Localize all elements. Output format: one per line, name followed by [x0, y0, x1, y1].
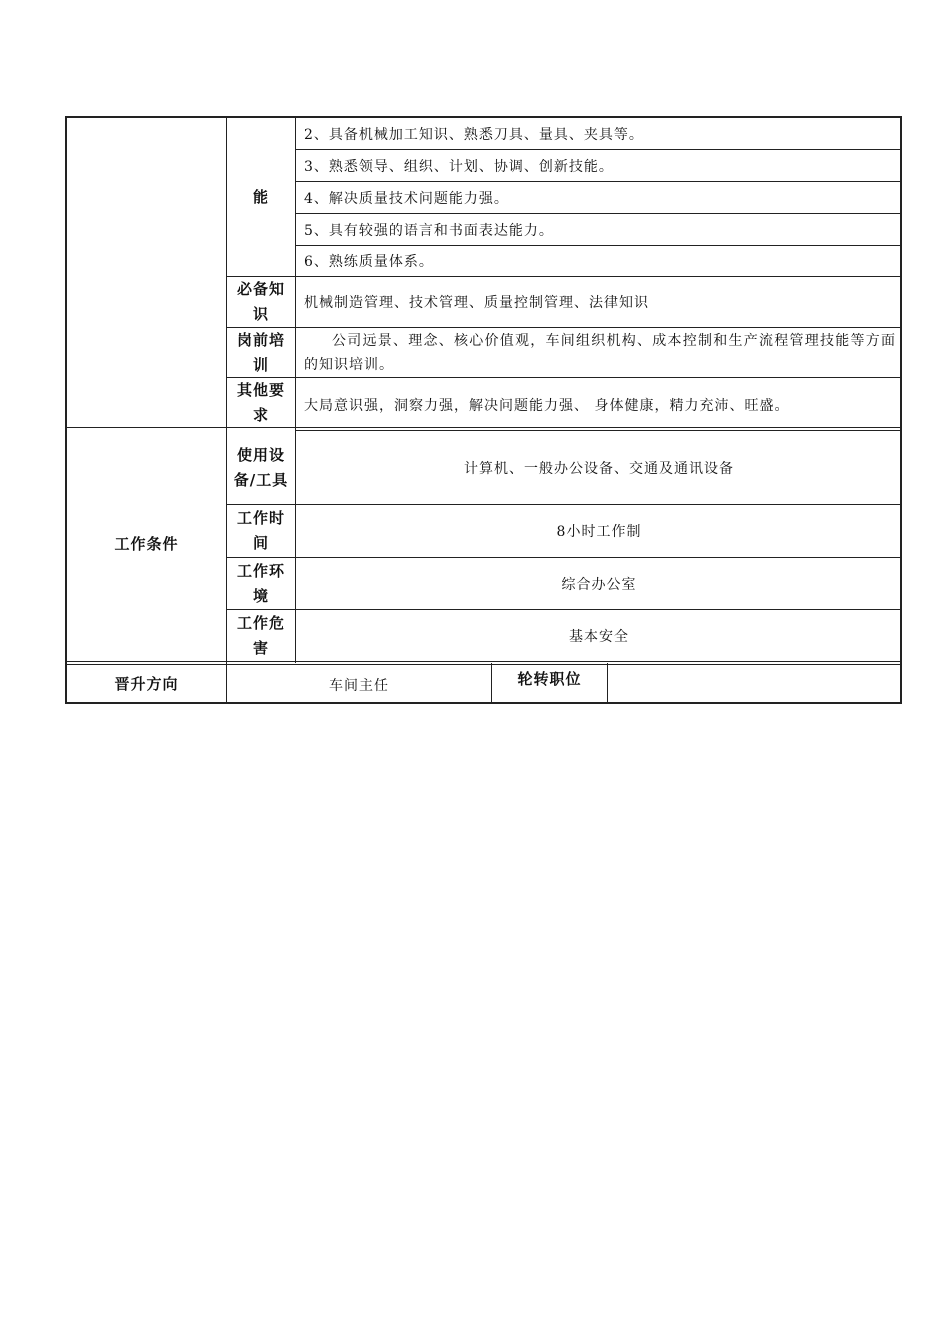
ability-item: 3、熟悉领导、组织、计划、协调、创新技能。 [304, 158, 614, 175]
ability-item: 5、具有较强的语言和书面表达能力。 [304, 222, 554, 239]
other-value: 大局意识强，洞察力强，解决问题能力强、 身体健康，精力充沛、旺盛。 [304, 398, 790, 414]
promotion-value: 车间主任 [329, 677, 389, 694]
knowledge-value: 机械制造管理、技术管理、质量控制管理、法律知识 [304, 295, 649, 311]
work-conditions-label: 工作条件 [114, 535, 179, 553]
ability-item: 4、解决质量技术问题能力强。 [304, 190, 509, 207]
work-hazard-label: 工作危害 [236, 613, 285, 657]
work-environment-value: 综合办公室 [561, 576, 637, 593]
other-label: 其他要求 [236, 380, 285, 424]
ability-item: 6、熟练质量体系。 [304, 254, 434, 270]
equipment-value: 计算机、一般办公设备、交通及通讯设备 [464, 460, 734, 477]
work-time-value: 8小时工作制 [556, 524, 642, 540]
ability-item: 2、具备机械加工知识、熟悉刀具、量具、夹具等。 [304, 126, 644, 143]
training-label: 岗前培训 [236, 330, 285, 374]
work-hazard-value: 基本安全 [569, 628, 629, 645]
knowledge-label: 必备知识 [236, 280, 285, 323]
row-divider [226, 377, 902, 378]
section-divider [67, 661, 902, 662]
job-description-table [65, 116, 902, 704]
rotation-label: 轮转职位 [517, 669, 582, 688]
equipment-label: 使用设备/工具 [233, 445, 289, 489]
work-environment-label: 工作环境 [236, 561, 285, 605]
promotion-label: 晋升方向 [114, 675, 179, 693]
rotation-value [608, 665, 902, 704]
ability-label: 能 [252, 187, 269, 206]
training-value: 公司远景、理念、核心价值观，车间组织机构、成本控制和生产流程管理技能等方面的知识培训。 [304, 332, 896, 373]
work-time-label: 工作时间 [236, 509, 285, 552]
